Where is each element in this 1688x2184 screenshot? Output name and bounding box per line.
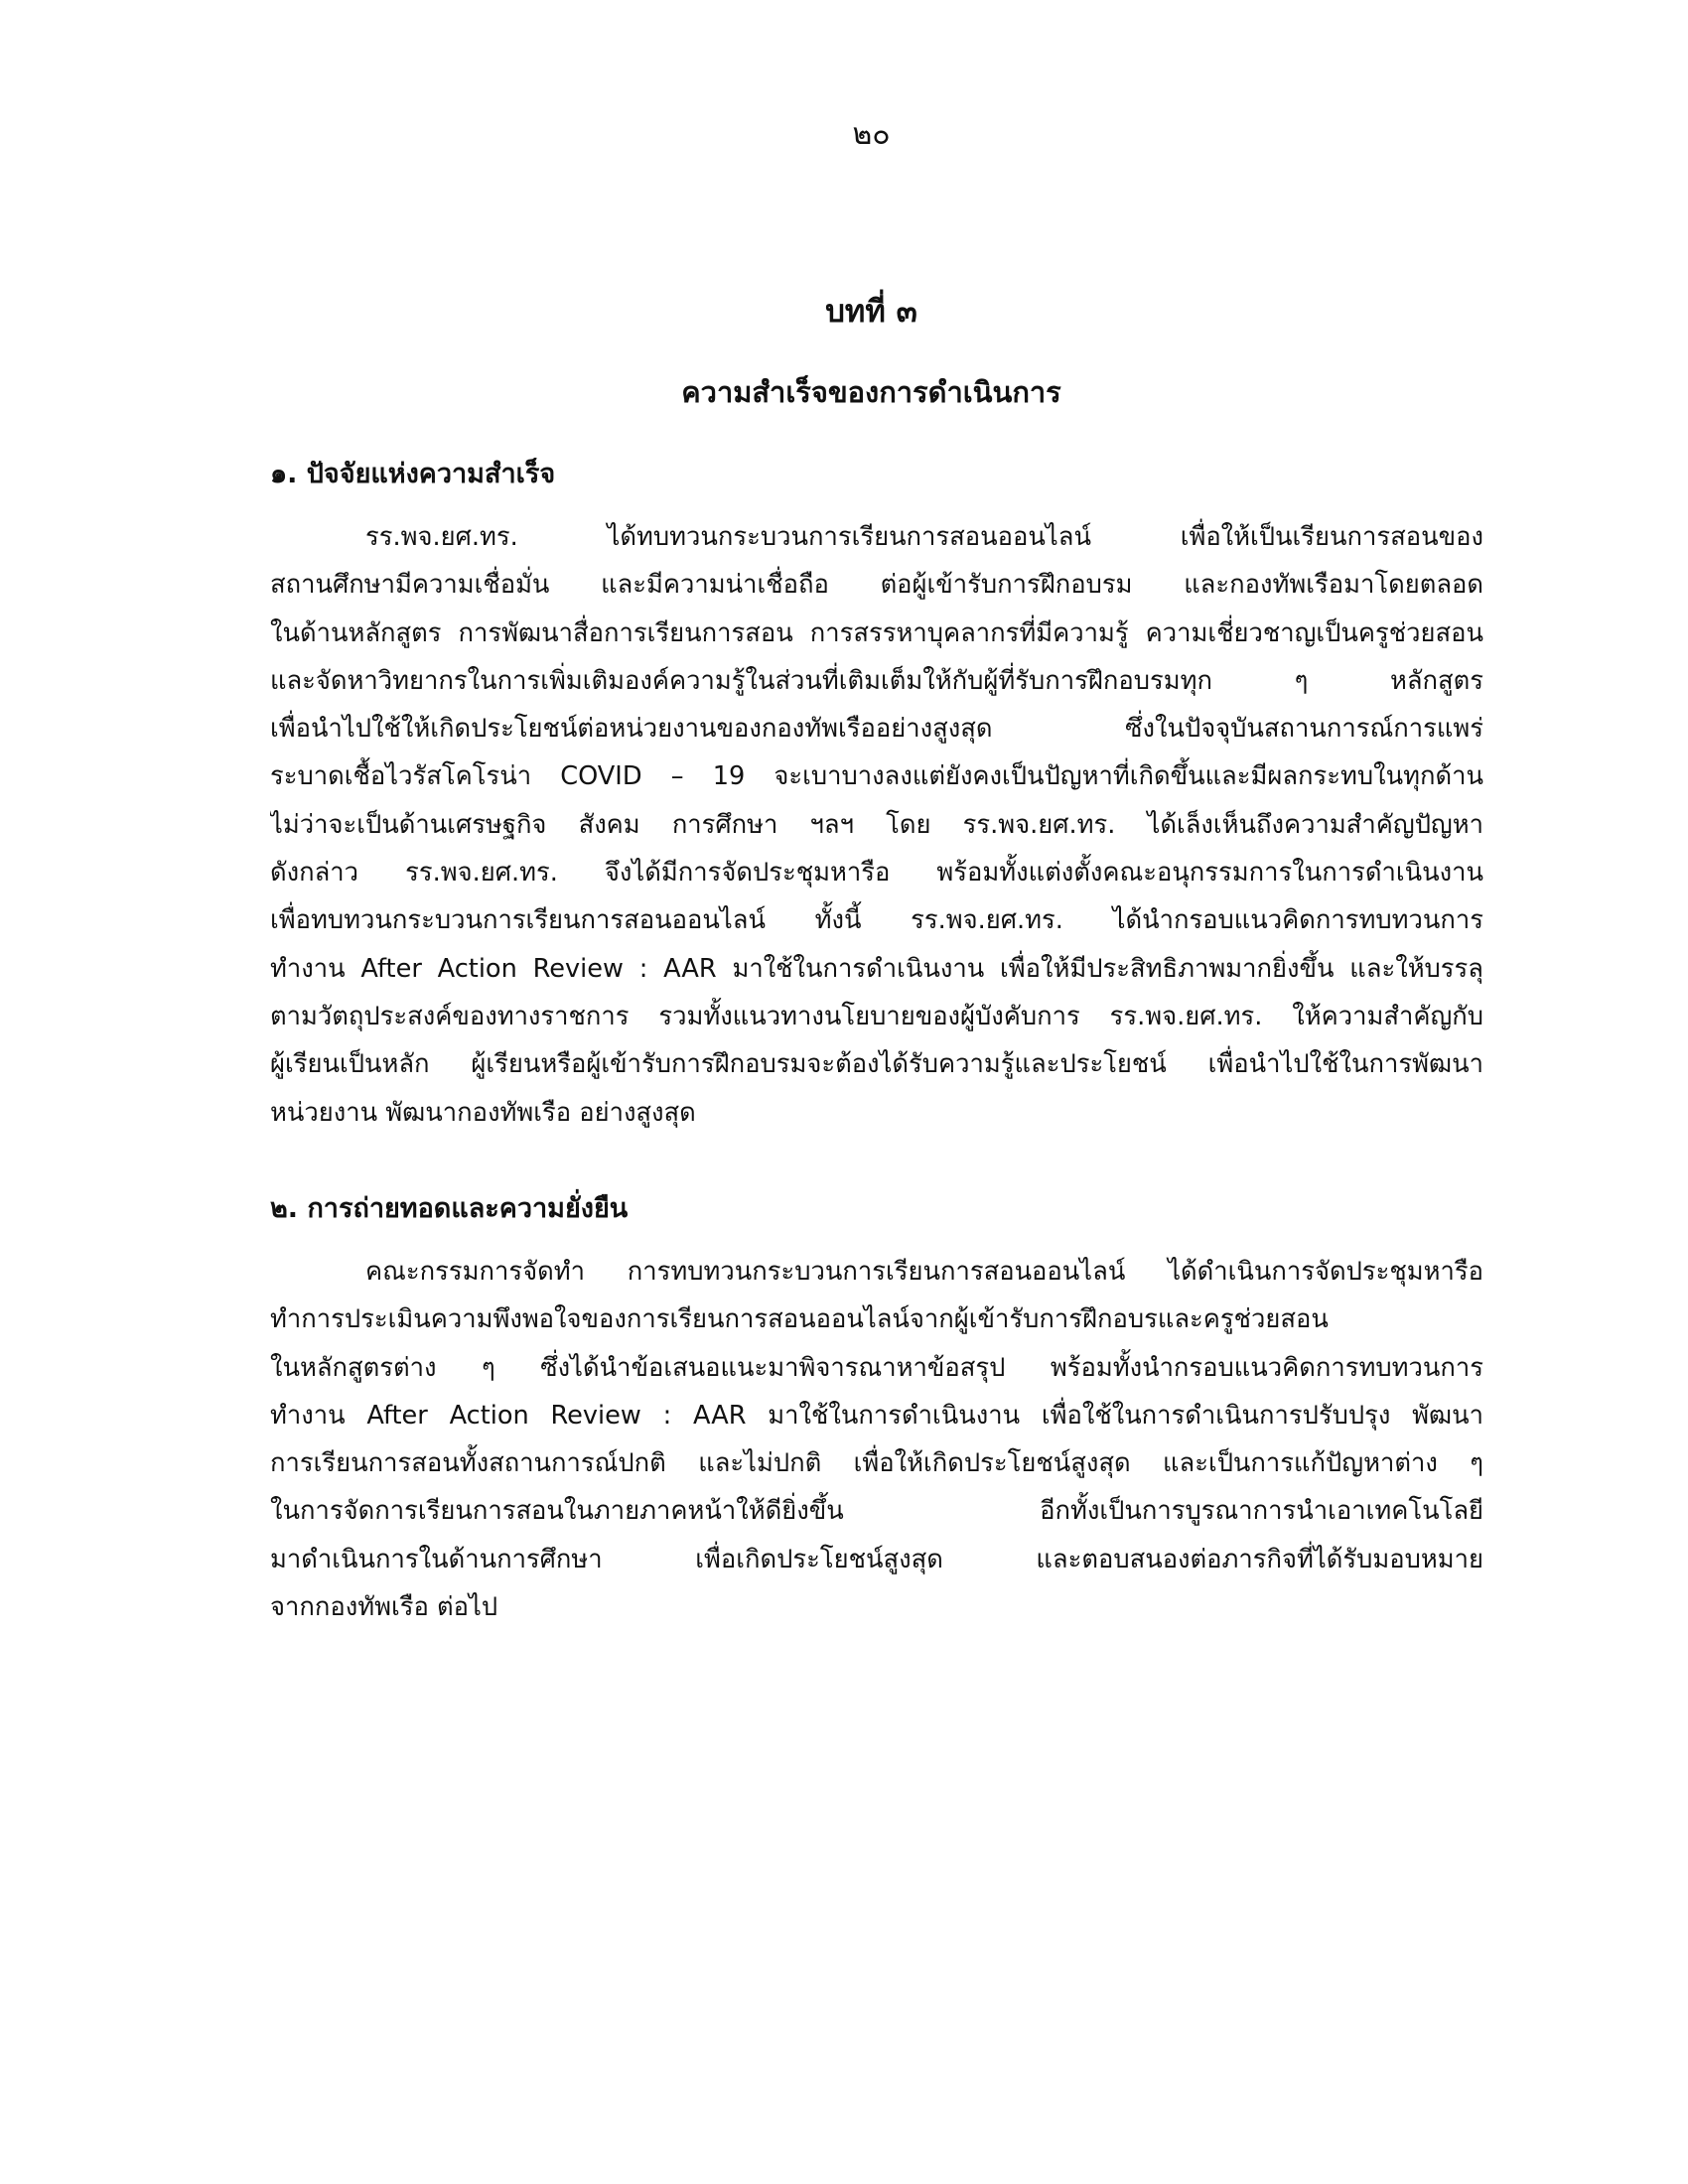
chapter-number: บทที่ ๓ bbox=[825, 294, 917, 330]
paragraph-line: รร.พจ.ยศ.ทร. ได้ทบทวนกระบวนการเรียนการสอนออนไลน์ เพื่อให้เป็นเรียนการสอนของ bbox=[365, 522, 1483, 552]
paragraph-line: เพื่อทบทวนกระบวนการเรียนการสอนออนไลน์ ทั้งนี้ รร.พจ.ยศ.ทร. ได้นำกรอบแนวคิดการทบทวนการ bbox=[270, 905, 1483, 936]
paragraph-line: เพื่อนำไปใช้ให้เกิดประโยชน์ต่อหน่วยงานของกองทัพเรืออย่างสูงสุด ซึ่งในปัจจุบันสถานการณ์การแพร่ bbox=[270, 714, 1483, 745]
section-heading-1: ๑. ปัจจัยแห่งความสำเร็จ bbox=[270, 459, 556, 489]
paragraph-line: สถานศึกษามีความเชื่อมั่น และมีความน่าเชื่อถือ ต่อผู้เข้ารับการฝึกอบรม และกองทัพเรือมาโดยตลอด bbox=[270, 570, 1483, 601]
section-1-paragraph bbox=[270, 513, 1483, 1137]
page-number: ๒๐ bbox=[852, 117, 891, 152]
paragraph-line: ในหลักสูตรต่าง ๆ ซึ่งได้นำข้อเสนอแนะมาพิจารณาหาข้อสรุป พร้อมทั้งนำกรอบแนวคิดการทบทวนการ bbox=[270, 1352, 1483, 1383]
paragraph-line: ผู้เรียนเป็นหลัก ผู้เรียนหรือผู้เข้ารับการฝึกอบรมจะต้องได้รับความรู้และประโยชน์ เพื่อนำไปใช้ในการพัฒนา bbox=[270, 1049, 1483, 1080]
paragraph-line: จากกองทัพเรือ ต่อไป bbox=[270, 1592, 498, 1623]
paragraph-line: ระบาดเชื้อไวรัสโคโรน่า COVID – 19 จะเบาบางลงแต่ยังคงเป็นปัญหาที่เกิดขึ้นและมีผลกระทบในทุกด้าน bbox=[270, 761, 1483, 792]
paragraph-line: ตามวัตถุประสงค์ของทางราชการ รวมทั้งแนวทางนโยบายของผู้บังคับการ รร.พจ.ยศ.ทร. ให้ความสำคัญกับ bbox=[270, 1001, 1483, 1031]
paragraph-line: ในการจัดการเรียนการสอนในภายภาคหน้าให้ดียิ่งขึ้น อีกทั้งเป็นการบูรณาการนำเอาเทคโนโลยี bbox=[270, 1496, 1483, 1527]
paragraph-line: และจัดหาวิทยากรในการเพิ่มเติมองค์ความรู้ในส่วนที่เติมเต็มให้กับผู้ที่รับการฝึกอบรมทุก ๆ หลักสูตร bbox=[270, 665, 1483, 696]
paragraph-line: ดังกล่าว รร.พจ.ยศ.ทร. จึงได้มีการจัดประชุมหารือ พร้อมทั้งแต่งตั้งคณะอนุกรรมการในการดำเนินงาน bbox=[270, 858, 1483, 888]
paragraph-line: ไม่ว่าจะเป็นด้านเศรษฐกิจ สังคม การศึกษา ฯลฯ โดย รร.พจ.ยศ.ทร. ได้เล็งเห็นถึงความสำคัญปัญหา bbox=[270, 809, 1483, 840]
paragraph-line: คณะกรรมการจัดทำ การทบทวนกระบวนการเรียนการสอนออนไลน์ ได้ดำเนินการจัดประชุมหารือ bbox=[365, 1257, 1483, 1287]
paragraph-line: มาดำเนินการในด้านการศึกษา เพื่อเกิดประโยชน์สูงสุด และตอบสนองต่อภารกิจที่ได้รับมอบหมาย bbox=[270, 1544, 1483, 1574]
paragraph-line: ทำงาน After Action Review : AAR มาใช้ในการดำเนินงาน เพื่อใช้ในการดำเนินการปรับปรุง พัฒนา bbox=[270, 1400, 1483, 1431]
section-2-paragraph bbox=[270, 1248, 1483, 1631]
paragraph-line: ทำการประเมินความพึงพอใจของการเรียนการสอนออนไลน์จากผู้เข้ารับการฝึกอบรและครูช่วยสอน bbox=[270, 1304, 1329, 1335]
section-heading-2: ๒. การถ่ายทอดและความยั่งยืน bbox=[270, 1193, 629, 1224]
paragraph-line: ในด้านหลักสูตร การพัฒนาสื่อการเรียนการสอน การสรรหาบุคลากรที่มีความรู้ ความเชี่ยวชาญเป็นครูช่วยสอน bbox=[270, 617, 1483, 648]
paragraph-line: การเรียนการสอนทั้งสถานการณ์ปกติ และไม่ปกติ เพื่อให้เกิดประโยชน์สูงสุด และเป็นการแก้ปัญหาต่าง ๆ bbox=[270, 1448, 1483, 1479]
chapter-title: ความสำเร็จของการดำเนินการ bbox=[681, 375, 1061, 409]
paragraph-line: หน่วยงาน พัฒนากองทัพเรือ อย่างสูงสุด bbox=[270, 1097, 696, 1128]
paragraph-line: ทำงาน After Action Review : AAR มาใช้ในการดำเนินงาน เพื่อให้มีประสิทธิภาพมากยิ่งขึ้น และให้บรรลุ bbox=[270, 953, 1483, 984]
